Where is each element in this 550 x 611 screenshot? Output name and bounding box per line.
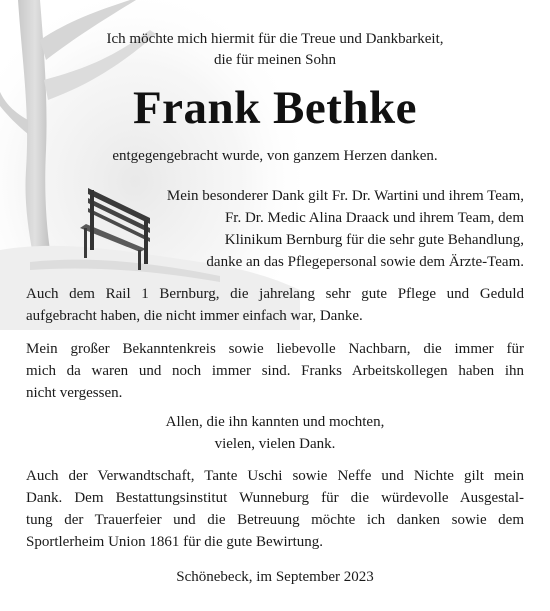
intro-line-1: Ich möchte mich hiermit für die Treue und Dankbarkeit, <box>106 31 444 47</box>
intro-line-2: die für meinen Sohn <box>213 52 337 68</box>
deceased-name: Frank Bethke <box>132 82 418 134</box>
signature-line: Schönebeck, im September 2023 <box>176 569 374 585</box>
special-thanks-line-4: danke an das Pflegepersonal sowie dem Ärzte-Team. <box>206 254 524 270</box>
special-thanks-line-3: Klinikum Bernburg für die sehr gute Behandlung, <box>224 232 524 248</box>
friends-paragraph <box>26 338 524 404</box>
family-line-3: tung der Trauerfeier und die Betreuung möchte ich danken sowie dem <box>26 512 524 528</box>
special-thanks-line-2: Fr. Dr. Medic Alina Draack und ihrem Team, dem <box>224 210 524 226</box>
friends-line-3: nicht vergessen. <box>26 385 123 401</box>
after-name-line: entgegengebracht wurde, von ganzem Herzen danken. <box>112 148 438 164</box>
rail-paragraph <box>26 283 524 327</box>
all-line-2: vielen, vielen Dank. <box>214 436 336 452</box>
friends-line-1: Mein großer Bekanntenkreis sowie liebevolle Nachbarn, die immer für <box>26 341 524 357</box>
all-line-1: Allen, die ihn kannten und mochten, <box>165 414 385 430</box>
family-line-1: Auch der Verwandtschaft, Tante Uschi sowie Neffe und Nichte gilt mein <box>26 468 524 484</box>
rail-line-2: aufgebracht haben, die nicht immer einfach war, Danke. <box>26 308 363 324</box>
rail-line-1: Auch dem Rail 1 Bernburg, die jahrelang sehr gute Pflege und Geduld <box>26 286 524 302</box>
friends-line-2: mich da waren und noch immer sind. Franks Arbeitskollegen haben ihn <box>26 363 524 379</box>
special-thanks-line-1: Mein besonderer Dank gilt Fr. Dr. Wartini und ihrem Team, <box>166 188 524 204</box>
family-line-4: Sportlerheim Union 1861 für die gute Bewirtung. <box>26 534 324 550</box>
family-line-2: Dank. Dem Bestattungsinstitut Wunneburg für die würdevolle Ausgestal- <box>26 490 524 506</box>
family-paragraph <box>26 465 524 553</box>
